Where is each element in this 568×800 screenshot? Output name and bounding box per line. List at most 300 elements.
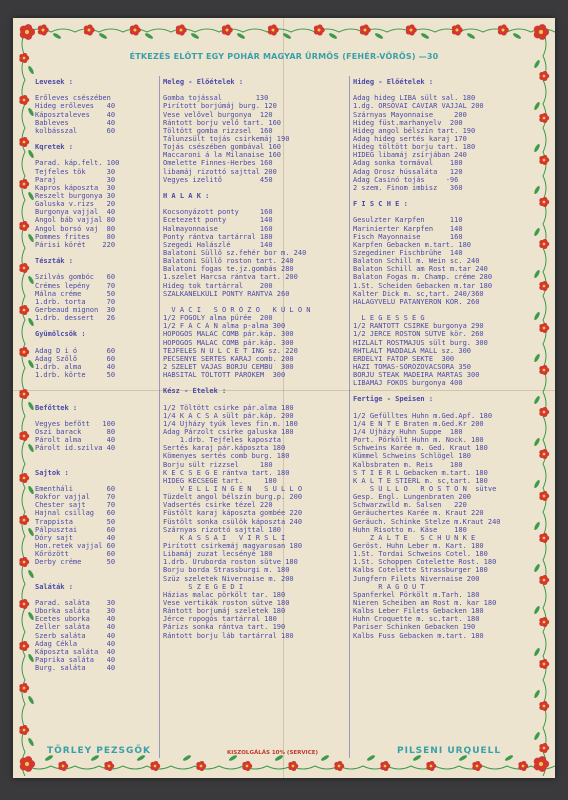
menu-item: Hideg erőleves 40 [35,102,116,111]
menu-item: Zeller saláta 40 [35,623,116,632]
leaf-ornament [533,689,541,699]
menu-item: LIBAMÁJ FOKOS burgonya 400 [353,379,463,388]
menu-item: HIDEG libamáj zsírjában 240 [353,151,467,160]
menu-item: BORJU STEAK MADEIRA MÁRTAS 300 [353,371,480,380]
menu-item: Tálunzsült tojás csirkemáj 190 [163,134,290,143]
menu-item: Huhn Croquette m. sc.tart. 180 [353,615,480,624]
leaf-ornament [27,317,35,327]
menu-item: Szüz szeletek Nivernaise m. 200 [163,574,294,583]
menu-item: Schweins Karée m. Ged. Kraut 180 [353,444,488,453]
menu-item: Geräuchertes Karée m. Kraut 220 [353,509,484,518]
flower-ornament [130,24,141,35]
menu-item: Gomba tojással 130 [163,94,269,103]
menu-item: Marinierter Karpfen 140 [353,224,463,233]
menu-item: Jérce ropogós tartárral 180 [163,615,277,624]
menu-item: Bableves 40 [35,118,116,127]
menu-item: Vese velővel burgonya 120 [163,110,273,119]
menu-item: Pommes frites 80 [35,232,116,241]
menu-item: Rántott borju láb tartárral 180 [163,631,294,640]
flower-ornament [242,761,252,771]
flower-ornament [19,557,29,567]
menu-item: Házias malac pörkölt tar. 180 [163,590,286,599]
menu-item: TEJFELES N U L C É T ING sz. 220 [163,346,298,355]
menu-item: Parad. saláta 30 [35,599,116,607]
flower-ornament [19,725,29,735]
menu-item: Jungfern Filets Nivernaise 200 [353,574,480,583]
flower-ornament [19,95,29,105]
flower-ornament [58,761,68,771]
menu-item: Balatoni fogas te.jz.gombás 280 [163,265,294,274]
flower-ornament [19,137,29,147]
flower-ornament [268,24,279,35]
menu-item: L E G E S S É G [353,314,425,323]
flower-ornament [20,756,35,772]
menu-item [35,135,157,143]
menu-item: 1.drb. torta 70 [35,297,116,306]
leaf-ornament [144,32,154,40]
menu-item: PECSENYE SERTÉS KARAJ comb. 200 [163,354,294,363]
flower-ornament [19,473,29,483]
menu-section-heading: Saláták : [35,582,73,591]
menu-item: Halmayonnaise 160 [163,224,273,233]
menu-item [35,412,157,420]
menu-item [353,306,541,314]
leaf-ornament [27,233,35,243]
menu-item: 1/2 JERCE ROSTON SÜTVE kör. 260 [353,330,484,339]
menu-item: 1/2 F Á C Á N alma p-alma 300 [163,322,286,331]
menu-item: Szárnyas Mayonnaise 200 [353,110,467,119]
menu-item: Párisi körét 220 [35,240,116,249]
menu-item [163,298,349,306]
menu-item: 1.drb. Úruborda roston sütve 180 [163,558,298,567]
flower-ornament [19,263,29,273]
menu-item [163,86,349,94]
menu-item: HIZLALT ROSTMAJUS sült burg. 300 [353,338,488,347]
menu-item: ERDÉLYI FÁTOP SEKTE 300 [353,354,455,363]
menu-item: Tojás csészében gombával 160 [163,143,282,152]
menu-item: Kalbs Fuss Gebacken m.tart. 180 [353,631,484,640]
flower-ornament [539,659,549,669]
menu-item: 1/2 Gefülltes Huhn m.Ged.Apf. 180 [353,411,493,420]
leaf-ornament [27,737,35,747]
menu-section-heading: H A L A K : [163,191,210,200]
menu-item: Fisch Mayonnaise 160 [353,232,463,241]
menu-item: Hideg töltött borju tart. 180 [353,143,476,152]
menu-item: Nieren Scheiben am Rost m. kar 180 [353,599,497,607]
menu-item [353,192,541,200]
flower-ornament [19,221,29,231]
menu-item: S Z E G E D I [163,582,244,591]
leaf-ornament [27,611,35,621]
flower-ornament [426,761,436,771]
menu-item: 2 SZELET VAJAS BORJU CEMBU 300 [163,362,294,371]
menu-item: V Á C I S Ö R Ö Z Ő K Ü L Ö N [163,305,311,314]
leaf-ornament [52,32,62,40]
leaf-ornament [27,107,35,117]
menu-item: HIDEG KECSEGE tart. 180 [163,476,277,485]
flower-ornament [539,743,549,753]
menu-item: 1/2 RANTOTT CSIRKE burgonya 290 [353,322,484,331]
menu-section-heading: Sajtok : [35,468,69,477]
flower-ornament [176,24,187,35]
menu-item: Málna créme 50 [35,289,116,298]
menu-section-heading: Levesek : [35,78,73,86]
flower-ornament [19,347,29,357]
menu-item: Derby créme 50 [35,558,116,567]
flower-ornament [196,761,206,771]
menu-column-left [35,78,157,672]
menu-item: Balaton Schill m. Wein sc. 240 [353,257,480,266]
menu-item: Paraj 30 [35,175,116,184]
menu-item: K E C S E G E rántva tart. 180 [163,468,290,477]
menu-column-right [353,78,541,640]
menu-item: HÁZI TOMAS-SÖRÖZÖVACSORA 350 [353,362,472,371]
menu-item: Ecetezett ponty 140 [163,216,273,225]
menu-item: HALAGYVELÜ PATANYERON KÖR. 260 [353,297,480,306]
leaf-ornament [374,32,384,40]
leaf-ornament [27,65,35,75]
flower-ornament [222,24,233,35]
menu-item: Kalbs Cotelette Strassburger 180 [353,566,488,575]
menu-item [35,86,157,94]
menu-item: Balatoni Süllő roston tart. 240 [163,257,294,266]
leaf-ornament [27,695,35,705]
menu-item: Pálpusztai 60 [35,525,116,534]
menu-item: RHTLALT MADDALA MALL sz. 300 [353,346,472,355]
menu-item: Füstölt sonka csülök káposzta 240 [163,517,303,526]
menu-item: SZALKANÉLKÜLI PONTY RÁNTVA 260 [163,289,290,298]
menu-item: Balaton Fogas m. Champ. créme 280 [353,273,493,282]
leaf-ornament [512,32,522,40]
flower-ornament [19,431,29,441]
menu-item: Adag D i ó 60 [35,346,116,355]
menu-item [35,575,157,583]
menu-item: Geröst. Huhn Leber m. Kart. 180 [353,542,484,551]
menu-item: Omelette Finnes-Herbes 160 [163,159,273,168]
menu-item: kolbásszal 60 [35,126,116,135]
menu-item: 1.St. Scheiden Gebacken m.tar 180 [353,281,493,290]
flower-ornament [19,305,29,315]
menu-item: 1.St. Tordai Schweins Cotel. 180 [353,550,488,559]
menu-item: Pirított borjúmáj burg. 120 [163,102,277,111]
leaf-ornament [27,443,35,453]
menu-item: Hideg füst.marhanyelv 200 [353,118,463,127]
flower-ornament [150,761,160,771]
menu-item: S T I E R L Gebacken m.tart. 180 [353,468,488,477]
leaf-ornament [27,569,35,579]
flower-ornament [406,24,417,35]
menu-item: Angol borsó vaj 80 [35,224,116,233]
flower-ornament [288,761,298,771]
menu-item: Balatoni Süllő sz.fehér bor m. 240 [163,248,307,257]
menu-item: Kalbs Leber Filets Gebacken 180 [353,607,484,616]
menu-item: Rántott borjumáj szeletek 180 [163,607,286,616]
menu-item: Rántott borju velő tart. 160 [163,118,282,127]
menu-item: V E L L I N G E N S Ü L L Ő [163,485,303,494]
flower-ornament [334,761,344,771]
menu-header: ÉTKEZÉS ELŐTT EGY POHÁR MAGYAR ÜRMÖS (FEHÉR-VÖRÖS) —30 [129,52,439,61]
menu-item: Parad. káp.felt. 100 [35,159,120,168]
menu-section-heading: Meleg - Előételek : [163,78,244,86]
menu-item: Kapros káposzta 30 [35,183,116,192]
menu-item: Adag hideg LIBA sült sal. 180 [353,94,476,103]
leaf-ornament [533,731,541,741]
leaf-ornament [27,191,35,201]
menu-item: Hajnal csillag 60 [35,509,116,518]
menu-item: Gesp. Engl. Lungenbraten 200 [353,493,472,502]
menu-item [353,404,541,412]
menu-item: Geräuch. Schinke Stelze m.Kraut 240 [353,517,501,526]
flower-ornament [360,24,371,35]
menu-item: Kümmel Schweins Schlögel 180 [353,452,472,461]
menu-item [35,322,157,330]
footer-brand-pilseni: PILSENI URQUELL [397,746,502,756]
menu-item [35,379,157,387]
menu-item: Gesulzter Karpfen 110 [353,216,463,225]
menu-section-heading: Befőttek : [35,403,78,412]
menu-item: Hideg tok tartárral 200 [163,281,273,290]
menu-item [163,184,349,192]
menu-item [35,477,157,485]
menu-item [35,395,157,403]
leaf-ornament [328,32,338,40]
menu-item: Pirított csirkemáj magyarosan 180 [163,542,303,551]
leaf-ornament [236,32,246,40]
footer-brand-torley: TÖRLEY PEZSGŐK [47,746,152,756]
flower-ornament [472,761,482,771]
menu-item: Paprika saláta 40 [35,655,116,664]
menu-item [353,208,541,216]
menu-item: Sertés karaj pár.káposzta 180 [163,444,286,453]
menu-item: Füstölt karaj káposzta gombée 220 [163,509,303,518]
menu-item: 1.drb. Tejfeles kaposzta [163,436,282,445]
menu-section-heading: Fertige - Speisen : [353,395,434,404]
menu-item: Tejfeles tök 30 [35,167,116,176]
menu-item: Ementháli 60 [35,485,116,494]
menu-item: 1/2 FOGOLY alma pürée 200 [163,314,273,323]
leaf-ornament [27,149,35,159]
menu-item: 1.drb. dessert 26 [35,314,116,323]
menu-item: Gerbeaud mignon 30 [35,305,116,314]
menu-item: libamáj rizottó sajttal 200 [163,167,277,176]
menu-item: Kocsonyázott ponty 160 [163,208,273,217]
menu-item: Rokfor vajjal 70 [35,493,116,502]
menu-item: Adag hideg sertés karaj 170 [353,134,467,143]
menu-item: Maccaroni á la Milanaise 160 [163,151,282,160]
leaf-ornament [466,32,476,40]
flower-ornament [498,24,509,35]
menu-item: Káposztaleves 40 [35,110,116,119]
menu-item: S Ü L L Ő R O S T O N sütve [353,485,497,494]
leaf-ornament [98,32,108,40]
flower-ornament [20,24,35,40]
column-divider-left [159,76,160,758]
menu-item: Kalter Dick m. sc,tart. 240/360 [353,289,484,298]
flower-ornament [314,24,325,35]
leaf-ornament [27,653,35,663]
menu-item: Párolt alma 40 [35,436,116,445]
menu-item: Hon.retek vajjal 60 [35,542,116,551]
menu-item: Reszelt burgonya 30 [35,191,116,200]
menu-item: HOPOGOS MALAC COMB pár.káp. 300 [163,330,294,339]
menu-item: Kalbsbraten m. Reis 180 [353,460,463,469]
menu-item: 1/4 Újházy Huhn Suppe 180 [353,428,463,437]
menu-item: Burgonya vajjal 40 [35,208,116,217]
leaf-ornament [27,359,35,369]
leaf-ornament [27,275,35,285]
menu-item: 1.dg. ORSOVAI CAVIAR VAJJAL 200 [353,102,484,111]
menu-item: Vese vertikák roston sütve 180 [163,599,290,607]
menu-item [35,339,157,347]
menu-item: Adag Szőlő 60 [35,354,116,363]
menu-item: 1/4 Újházy tyúk leves fin.m. 180 [163,419,298,428]
menu-item: Káposzta saláta 40 [35,647,116,656]
menu-item: K A L T E STIERL m. sc,tart. 180 [353,476,488,485]
menu-item [35,591,157,599]
menu-item [163,379,349,387]
menu-item: HABSITAL TÖLTÖTT PÁRÓKÉM 300 [163,371,286,380]
menu-item: 2 szem. Finom imbisz 360 [353,183,463,192]
menu-item: Vegyes izelitő 450 [163,175,273,184]
menu-item: Szárnyas rizottó sajttal 180 [163,525,282,534]
menu-item: Hideg angol bélszín tart. 190 [353,126,476,135]
menu-item [35,566,157,574]
column-divider-right [349,76,350,758]
menu-item: Párizs sonka rántva tart. 190 [163,623,286,632]
leaf-ornament [27,527,35,537]
menu-section-heading: Tészták : [35,257,73,266]
leaf-ornament [504,754,514,762]
leaf-ornament [190,32,200,40]
flower-ornament [19,515,29,525]
menu-item: Z A L T E S C H U N K E [353,533,476,542]
menu-item [353,387,541,395]
menu-item: Szerb saláta 40 [35,631,116,640]
menu-item: Töltött gomba rizzsel 160 [163,126,273,135]
menu-item: Erőleves csészében [35,94,111,103]
menu-item: Angol báb vajjal 80 [35,216,116,225]
menu-item: Karpfen Gebacken m.tart. 180 [353,240,472,249]
menu-item [163,200,349,208]
menu-item: K A S S A I V I R S L I [163,533,286,542]
menu-item: Szegediner Fischbrühe 140 [353,248,463,257]
leaf-ornament [320,754,330,762]
leaf-ornament [366,754,376,762]
flower-ornament [19,641,29,651]
menu-item: Őszi barack 80 [35,428,116,437]
menu-item: Párolt id.szilva 40 [35,444,116,453]
leaf-ornament [27,401,35,411]
menu-section-heading: Kqretek : [35,143,73,152]
flower-ornament [518,761,528,771]
menu-section-heading: Gyümölcsök : [35,330,86,339]
flower-ornament [104,761,114,771]
menu-item: Chester sajt 70 [35,501,116,510]
menu-item: 1.St. Schoppen Cotelette Rost. 180 [353,558,497,567]
menu-item: R A G O U T [353,582,425,591]
menu-section-heading: Kész - Ételek : [163,387,227,396]
menu-item: Vadsertés csirke tézel 220 [163,501,273,510]
menu-item [35,461,157,469]
menu-item: Pariser Schinken Gebacken 190 [353,623,476,632]
menu-item: Borju borda Strassburgi m. 180 [163,566,290,575]
menu-item: Adag Casinó tojás -96 [353,175,459,184]
flower-ornament [84,24,95,35]
leaf-ornament [533,647,541,657]
flower-ornament [380,761,390,771]
menu-item: Szilvás gombóc 60 [35,273,116,282]
menu-item: Kömenyes sertés comb burg. 180 [163,452,290,461]
flower-ornament [539,701,549,711]
menu-item: Galuska v.rizs 20 [35,200,116,209]
leaf-ornament [27,485,35,495]
flower-ornament [534,756,549,772]
menu-item: Huhn Risotto m. Käse 180 [353,525,467,534]
menu-item: Ponty rántva tartárral 180 [163,232,273,241]
menu-item [353,86,541,94]
menu-item: 1.szelet Harcsa rántva tart. 200 [163,273,298,282]
menu-item [35,265,157,273]
menu-item [35,452,157,460]
menu-item: Vegyes befőtt 100 [35,419,116,428]
menu-item: Burg. saláta 40 [35,664,116,673]
menu-item: Uborka saláta 30 [35,607,116,616]
menu-item: Spanferkel Pörkölt m.Tarh. 180 [353,590,480,599]
menu-paper [13,18,555,778]
menu-item: 1.drb. körte 50 [35,371,116,380]
menu-item: 1/4 K A C S A sült pár.káp. 200 [163,411,294,420]
menu-item [35,151,157,159]
menu-item [35,249,157,257]
menu-item: 1.drb. alma 40 [35,362,116,371]
menu-item: Szegedi Halászlé 140 [163,240,273,249]
menu-item: 1/4 E N T E Braten m.Ged.Kr 200 [353,419,484,428]
menu-column-middle [163,78,349,640]
menu-item: Kőrözött 60 [35,550,116,559]
leaf-ornament [420,32,430,40]
menu-item: Adag Cékla 40 [35,639,116,648]
flower-ornament [19,683,29,693]
vine-ornament [27,29,555,32]
footer-service-charge: KISZOLGÁLÁS 10% (SERVICE) [227,750,319,756]
menu-section-heading: Hideg - Előételek : [353,78,434,86]
menu-item: Dóry sajt 40 [35,533,116,542]
menu-item [35,387,157,395]
menu-item: Adag Orosz hússaláta 120 [353,167,463,176]
menu-item: Libamáj zuzat lecsényé 180 [163,550,273,559]
menu-item: 1/2 Töltött csirke pár.alma 180 [163,403,294,412]
menu-item: Ecetes uborka 40 [35,615,116,624]
flower-ornament [19,599,29,609]
leaf-ornament [182,754,192,762]
menu-item: HOPOGOS MALAC COMB pár.káp. 300 [163,338,294,347]
menu-section-heading: F I S C H E : [353,200,408,209]
menu-item: Adag sonka tormával 180 [353,159,463,168]
menu-item: Schwarzwild m. Salsen 220 [353,501,467,510]
flower-ornament [534,24,549,40]
menu-item [163,395,349,403]
menu-item: Tüzdelt angol bélszín burg.p. 200 [163,493,303,502]
flower-ornament [19,179,29,189]
flower-ornament [38,24,49,35]
menu-item: Borju sült rizzsel 180 [163,460,273,469]
menu-item: Trappista 50 [35,517,116,526]
menu-item: Port. Pörkölt Huhn m. Nock. 180 [353,436,484,445]
menu-item: Adag Párzolt csirke galuska 180 [163,428,294,437]
menu-item: Crémes lepény 70 [35,281,116,290]
flower-ornament [452,24,463,35]
menu-item: Balaton Schill am Rost m.tar 240 [353,265,488,274]
